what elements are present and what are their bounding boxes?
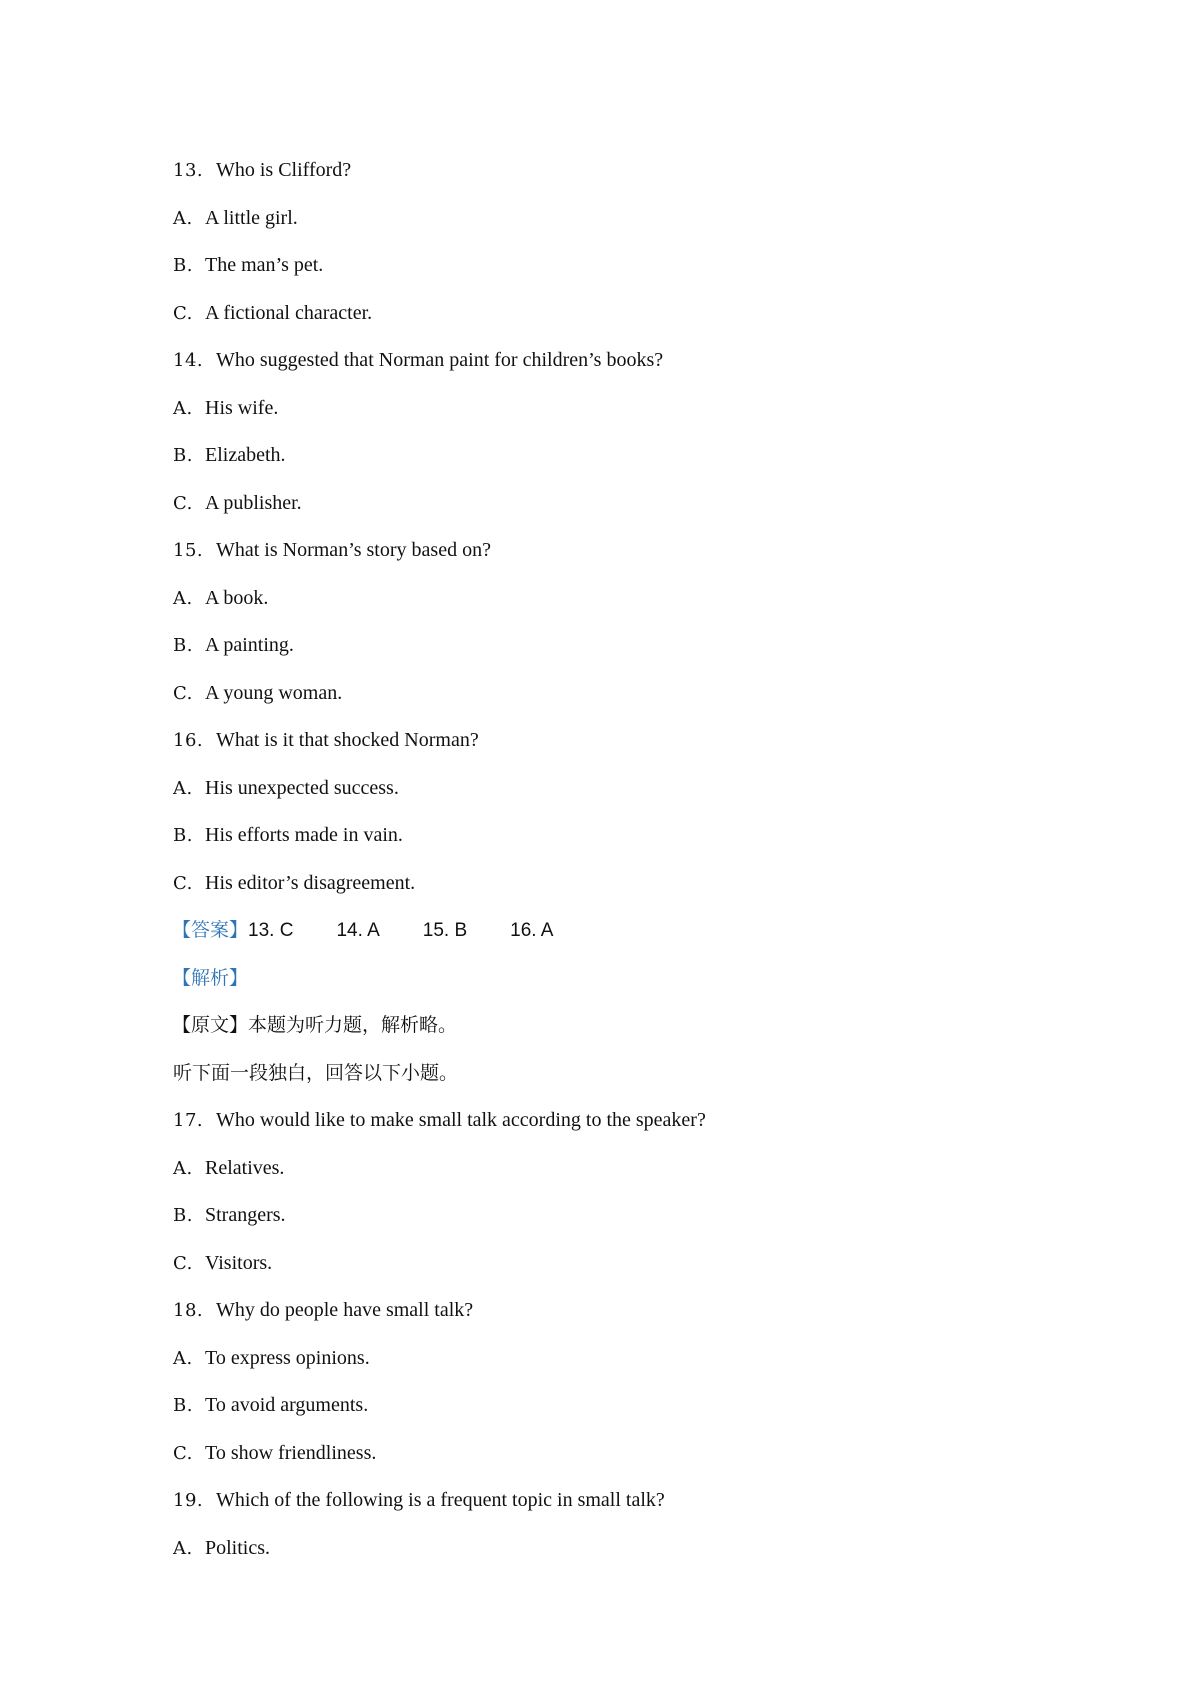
original-text-label: 【原文】	[172, 1014, 249, 1036]
option-label: C.	[173, 1253, 193, 1274]
answer-item: 14. A	[336, 920, 380, 941]
option-text: A young woman.	[205, 682, 343, 704]
option-text: A painting.	[205, 634, 294, 656]
option-15-a	[173, 586, 268, 611]
question-13	[173, 158, 351, 183]
option-18-c	[173, 1441, 376, 1466]
option-13-b	[173, 253, 323, 278]
option-text: A book.	[205, 587, 269, 609]
question-text: Who suggested that Norman paint for children’s books?	[216, 349, 664, 371]
option-label: B.	[173, 445, 193, 466]
option-18-a	[173, 1346, 370, 1371]
option-text: To express opinions.	[205, 1347, 370, 1369]
option-text: His wife.	[205, 397, 279, 419]
option-label: A.	[173, 208, 193, 229]
option-label: B.	[173, 635, 193, 656]
option-text: Visitors.	[205, 1252, 273, 1274]
option-label: B.	[173, 255, 193, 276]
question-15	[173, 538, 491, 563]
question-text: Who would like to make small talk according to the speaker?	[216, 1109, 706, 1131]
option-13-a	[173, 206, 298, 231]
option-15-c	[173, 681, 342, 706]
question-number: 19.	[173, 1490, 204, 1511]
question-text: Which of the following is a frequent topic in small talk?	[216, 1489, 665, 1511]
question-text: Why do people have small talk?	[216, 1299, 474, 1321]
option-text: His unexpected success.	[205, 777, 399, 799]
analysis-label: 【解析】	[172, 967, 249, 989]
option-text: Relatives.	[205, 1157, 285, 1179]
option-label: A.	[173, 1348, 193, 1369]
option-label: C.	[173, 683, 193, 704]
option-label: C.	[173, 873, 193, 894]
option-text: Politics.	[205, 1537, 271, 1559]
option-text: Elizabeth.	[205, 444, 286, 466]
original-text-line	[172, 1013, 457, 1037]
option-14-c	[173, 491, 302, 516]
option-16-a	[173, 776, 399, 801]
option-text: To show friendliness.	[205, 1442, 377, 1464]
option-19-a	[173, 1536, 270, 1561]
option-label: B.	[173, 1395, 193, 1416]
question-18	[173, 1298, 473, 1323]
option-label: B.	[173, 1205, 193, 1226]
option-label: A.	[173, 778, 193, 799]
section-instruction: 听下面一段独白，回答以下小题。	[173, 1062, 459, 1084]
option-label: A.	[173, 1158, 193, 1179]
option-17-a	[173, 1156, 284, 1181]
option-label: A.	[173, 588, 193, 609]
question-number: 13.	[173, 160, 204, 181]
question-17	[173, 1108, 706, 1133]
question-text: What is Norman’s story based on?	[216, 539, 491, 561]
option-text: A publisher.	[205, 492, 302, 514]
option-16-c	[173, 871, 415, 896]
question-14	[173, 348, 663, 373]
answer-item: 16. A	[510, 920, 554, 941]
option-text: A little girl.	[205, 207, 298, 229]
option-16-b	[173, 823, 403, 848]
question-number: 17.	[173, 1110, 204, 1131]
question-text: What is it that shocked Norman?	[216, 729, 479, 751]
option-text: The man’s pet.	[205, 254, 324, 276]
answer-item: 15. B	[422, 920, 468, 941]
option-text: A fictional character.	[205, 302, 373, 324]
question-16	[173, 728, 479, 753]
option-14-b	[173, 443, 286, 468]
option-15-b	[173, 633, 294, 658]
question-19	[173, 1488, 665, 1513]
question-text: Who is Clifford?	[216, 159, 352, 181]
question-number: 15.	[173, 540, 204, 561]
question-number: 14.	[173, 350, 204, 371]
option-label: C.	[173, 493, 193, 514]
option-14-a	[173, 396, 278, 421]
question-number: 18.	[173, 1300, 204, 1321]
original-text-body: 本题为听力题，解析略。	[248, 1014, 458, 1036]
answer-label: 【答案】	[172, 919, 249, 941]
answer-item: 13. C	[248, 920, 294, 941]
option-label: A.	[173, 1538, 193, 1559]
answer-line	[172, 918, 553, 943]
option-label: C.	[173, 1443, 193, 1464]
option-label: A.	[173, 398, 193, 419]
option-17-b	[173, 1203, 286, 1228]
question-number: 16.	[173, 730, 204, 751]
option-17-c	[173, 1251, 272, 1276]
option-text: His editor’s disagreement.	[205, 872, 416, 894]
option-label: C.	[173, 303, 193, 324]
option-text: To avoid arguments.	[205, 1394, 369, 1416]
option-13-c	[173, 301, 372, 326]
option-text: His efforts made in vain.	[205, 824, 403, 846]
option-18-b	[173, 1393, 368, 1418]
option-label: B.	[173, 825, 193, 846]
option-text: Strangers.	[205, 1204, 286, 1226]
